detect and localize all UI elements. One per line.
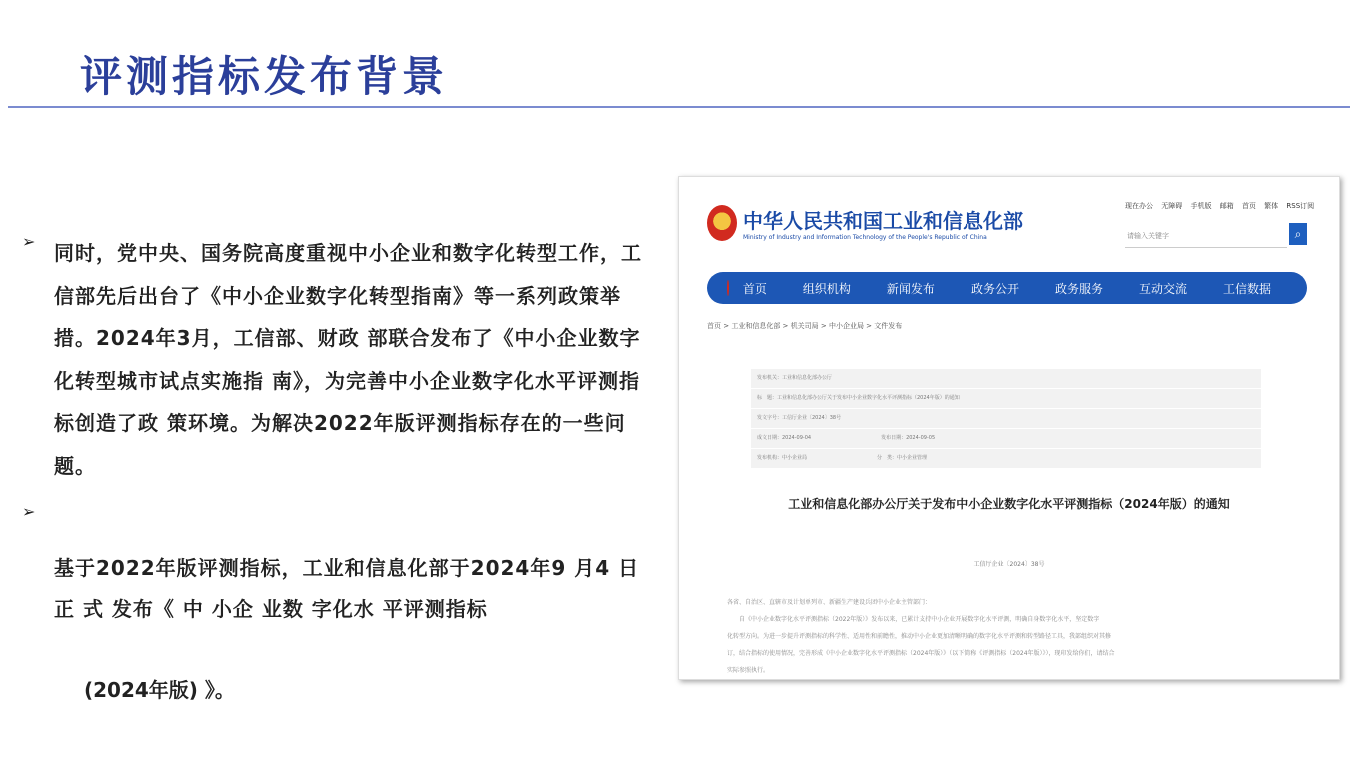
- top-link[interactable]: 现在办公: [1125, 202, 1153, 210]
- release-paragraph: 基于2022年版评测指标，工业和信息化部于2024年9 月4 日 正 式 发布《 中 小企 业数 字化水 平评测指标: [54, 556, 640, 621]
- top-link[interactable]: 无障碍: [1161, 202, 1183, 210]
- meta-row: 发布机构：中小企业局 分 类：中小企业管理: [751, 449, 1261, 468]
- notice-body-line: 自《中小企业数字化水平评测指标（2022年版）》发布以来，已累计支持中小企业开展数字化水平评测，明确自身数字化水平，坚定数字: [727, 616, 1100, 623]
- slide-title: 评测指标发布背景: [80, 52, 449, 101]
- top-link[interactable]: 邮箱: [1219, 202, 1234, 210]
- top-link[interactable]: 首页: [1241, 202, 1256, 210]
- top-link[interactable]: RSS订阅: [1286, 202, 1315, 210]
- breadcrumb[interactable]: 首页 > 工业和信息化部 > 机关司局 > 中小企业局 > 文件发布: [707, 322, 903, 330]
- bullet-arrow-icon: ➢: [22, 232, 36, 251]
- notice-body-line: 订，结合指标的使用情况，完善形成《中小企业数字化水平评测指标（2024年版）》（以下简称《评测指标（2024年版）》），现印发给你们，请结合: [727, 650, 1115, 657]
- national-emblem-icon: [707, 205, 737, 241]
- site-name: 中华人民共和国工业和信息化部: [743, 209, 1023, 233]
- meta-row: 发布机关：工业和信息化部办公厅: [751, 369, 1261, 388]
- document-meta-table: [751, 369, 1261, 469]
- site-name-english: Ministry of Industry and Information Technology of the People's Republic of China: [743, 234, 987, 241]
- search-icon[interactable]: ⌕: [1289, 223, 1307, 245]
- notice-body-line: 化转型方向。为进一步提升评测指标的科学性、适用性和前瞻性，推动中小企业更加清晰明确的数字化水平评测和转型路径工具，我部组织对其修: [727, 633, 1112, 640]
- meta-row: 发文字号：工信厅企业〔2024〕38号: [751, 409, 1261, 428]
- meta-row: 成文日期：2024-09-04 发布日期：2024-09-05: [751, 429, 1261, 448]
- top-link[interactable]: 繁体: [1264, 202, 1279, 210]
- background-paragraph: 同时，党中央、国务院高度重视中小企业和数字化转型工作，工信部先后出台了《中小企业数字化转型指南》等一系列政策举措。2024年3月，工信部、财政 部联合发布了《中小企业数字化转型城市试点实施指 南》，为完善中小企业数字化水平评测指标创造了政 策环境。为解决2022年版评测指标存在的一些问题。: [54, 241, 642, 478]
- notice-title: 工业和信息化部办公厅关于发布中小企业数字化水平评测指标（2024年版）的通知: [788, 497, 1230, 511]
- nav-item-news[interactable]: 新闻发布: [886, 281, 935, 296]
- release-paragraph-end: (2024年版) 》。: [84, 678, 235, 702]
- main-nav: [707, 272, 1307, 304]
- top-links: [1125, 201, 1320, 211]
- nav-item-home[interactable]: 首页: [742, 281, 767, 296]
- nav-item-data[interactable]: 工信数据: [1222, 281, 1271, 296]
- nav-item-organization[interactable]: 组织机构: [802, 281, 851, 296]
- nav-item-services[interactable]: 政务服务: [1054, 281, 1103, 296]
- meta-row: 标 题：工业和信息化部办公厅关于发布中小企业数字化水平评测指标（2024年版）的通知: [751, 389, 1261, 408]
- notice-body-line: 各省、自治区、直辖市及计划单列市、新疆生产建设兵团中小企业主管部门：: [727, 599, 932, 606]
- title-divider: [8, 106, 1350, 108]
- top-link[interactable]: 手机版: [1190, 202, 1212, 210]
- emblem-icon: [727, 280, 729, 296]
- miit-notice-screenshot: [678, 176, 1340, 680]
- document-number: 工信厅企业〔2024〕38号: [973, 561, 1045, 568]
- nav-item-public-affairs[interactable]: 政务公开: [970, 281, 1019, 296]
- notice-body-line: 实际参照执行。: [727, 667, 770, 674]
- search-input[interactable]: 请输入关键字: [1125, 225, 1287, 248]
- bullet-arrow-icon: ➢: [22, 502, 36, 521]
- nav-item-interaction[interactable]: 互动交流: [1138, 281, 1187, 296]
